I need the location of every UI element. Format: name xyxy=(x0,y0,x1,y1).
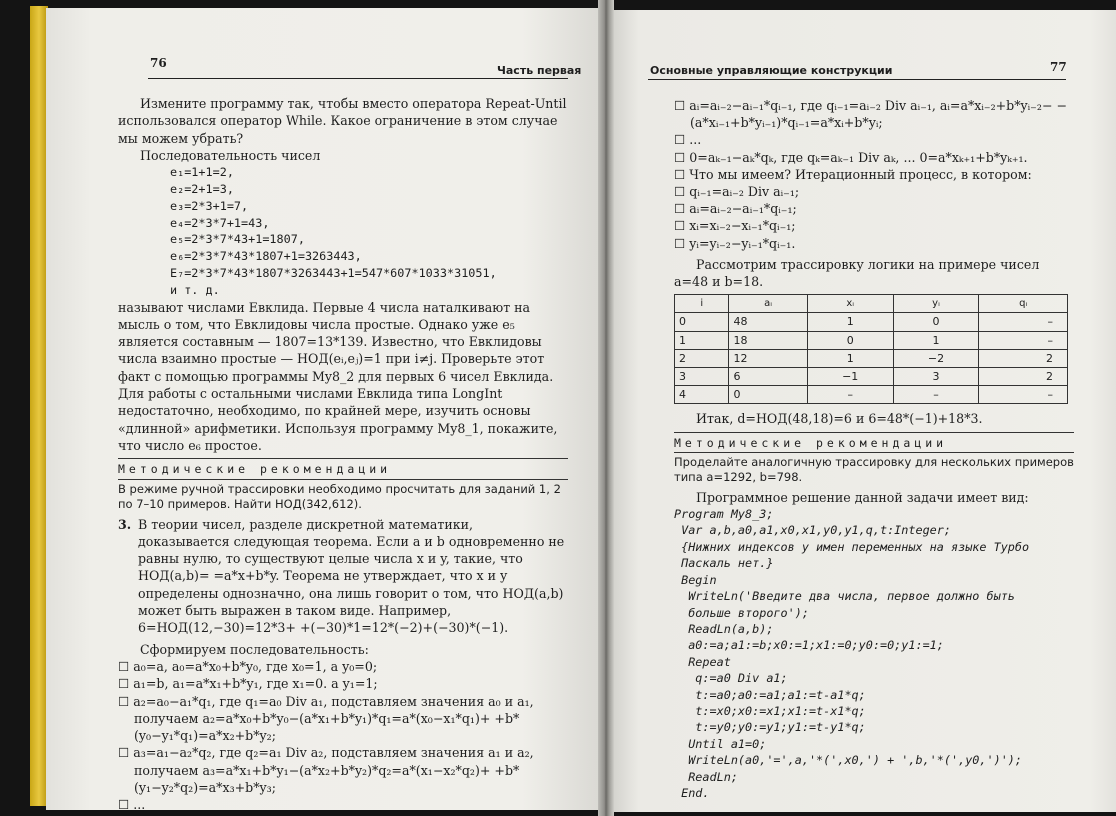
solution-intro: Программное решение данной задачи имеет вид: xyxy=(696,489,1029,505)
table-row xyxy=(675,368,1068,386)
table-row xyxy=(675,313,1068,331)
list-item: ☐ qᵢ₋₁=aᵢ₋₂ Div aᵢ₋₁; xyxy=(674,183,1074,200)
table-cell: 0 xyxy=(893,313,979,331)
sequence-line: и т. д. xyxy=(170,282,220,297)
code-line: a0:=a;a1:=b;x0:=1;x1:=0;y0:=0;y1:=1; xyxy=(674,638,944,653)
table-cell: 1 xyxy=(807,349,893,367)
list-item: ☐ ... xyxy=(674,131,1074,148)
table-cell: 18 xyxy=(729,331,807,349)
code-line: Program My8_3; xyxy=(674,507,774,522)
list-item: ☐ a₁=b, a₁=a*x₁+b*y₁, где x₁=0. а y₁=1; xyxy=(118,675,568,692)
table-row xyxy=(675,386,1068,404)
list-item: ☐ aᵢ=aᵢ₋₂−aᵢ₋₁*qᵢ₋₁; xyxy=(674,200,1074,217)
method-heading-right: Методические рекомендации xyxy=(674,432,1074,452)
table-cell: 0 xyxy=(675,313,729,331)
trace-intro: Рассмотрим трассировку логики на примере чисел a=48 и b=18. xyxy=(674,256,1040,290)
method-heading-left: Методические рекомендации xyxy=(118,458,568,478)
numbered-item xyxy=(118,516,568,637)
table-cell: 48 xyxy=(729,313,807,331)
table-cell: 1 xyxy=(893,331,979,349)
column-header: i xyxy=(675,295,729,313)
table-cell: −2 xyxy=(893,349,979,367)
book-spine xyxy=(598,0,614,816)
table-cell: 2 xyxy=(979,368,1068,386)
code-line: Паскаль нет.} xyxy=(674,556,774,571)
table-cell: 6 xyxy=(729,368,807,386)
code-line: WriteLn('Введите два числа, первое должно быть xyxy=(674,589,1015,604)
table-cell: 1 xyxy=(807,313,893,331)
list-item: ☐ a₀=a, a₀=a*x₀+b*y₀, где x₀=1, а y₀=0; xyxy=(118,658,568,675)
right-bullet-list xyxy=(674,97,1074,252)
code-line: Repeat xyxy=(674,654,731,669)
list-item: ☐ Что мы имеем? Итерационный процесс, в котором: xyxy=(674,166,1074,183)
table-row xyxy=(675,331,1068,349)
code-line: t:=a0;a0:=a1;a1:=t-a1*q; xyxy=(674,687,866,702)
left-header-rule xyxy=(148,78,568,79)
table-cell: – xyxy=(807,386,893,404)
trace-result: Итак, d=НОД(48,18)=6 и 6=48*(−1)+18*3. xyxy=(696,411,983,427)
list-item: ☐ yᵢ=yᵢ₋₂−yᵢ₋₁*qᵢ₋₁. xyxy=(674,235,1074,252)
table-cell: – xyxy=(979,386,1068,404)
item-text: В теории чисел, разделе дискретной математики, доказывается следующая теорема. Если a и b одновременно не равны нулю, то существуют целые числа x и y, такие, что НОД(a,b)= =a*x+b*y. Теорема не утверждает, что x и y определены однозначно, она лишь говорит о том, что НОД(a,b) может быть выражен в таком виде. Например, 6=НОД(12,−30)=12*3+ +(−30)*1=12*(−2)+(−30)*(−1). xyxy=(138,516,565,636)
left-bullet-list xyxy=(118,658,568,814)
table-cell: 3 xyxy=(893,368,979,386)
sequence-line: e₁=1+1=2, xyxy=(170,165,234,180)
table-header-row xyxy=(675,295,1068,313)
code-line: End. xyxy=(674,785,710,800)
left-page-body xyxy=(118,95,568,814)
method-text-right: Проделайте аналогичную трассировку для нескольких примеров типа a=1292, b=798. xyxy=(674,452,1074,485)
sequence-line: e₆=2*3*7*43*1807+1=3263443, xyxy=(170,249,362,264)
code-line: {Нижних индексов у имен переменных на языке Турбо xyxy=(674,539,1030,554)
right-header-rule xyxy=(648,79,1066,80)
right-page-number: 77 xyxy=(1050,60,1067,74)
list-item: ☐ a₂=a₀−a₁*q₁, где q₁=a₀ Div a₁, подставляем значения a₀ и a₁, получаем a₂=a*x₀+b*y₀−(a*x₁+b*y₁)*q₁=a*(x₀−x₁*q₁)+ +b*(y₀−y₁*q₁)=a*x₂+b*y₂; xyxy=(118,693,568,745)
code-line: q:=a0 Div a1; xyxy=(674,671,788,686)
code-line: Begin xyxy=(674,572,717,587)
euclid-sequence xyxy=(118,164,568,298)
code-line: WriteLn(a0,'=',a,'*(',x0,') + ',b,'*(',y0,')'); xyxy=(674,753,1023,768)
left-running-head: Часть первая xyxy=(497,64,582,77)
sequence-line: e₂=2+1=3, xyxy=(170,181,234,196)
table-cell: – xyxy=(979,331,1068,349)
left-page-number: 76 xyxy=(150,56,167,70)
sequence-line: e₃=2*3+1=7, xyxy=(170,198,249,213)
table-cell: 1 xyxy=(675,331,729,349)
table-cell: 12 xyxy=(729,349,807,367)
method-text-left: В режиме ручной трассировки необходимо просчитать для заданий 1, 2 по 7–10 примеров. Найти НОД(342,612). xyxy=(118,479,568,512)
euclid-paragraph: называют числами Евклида. Первые 4 числа наталкивают на мысль о том, что Евклидовы числа простые. Однако уже e₅ является составным — 1807=13*139. Известно, что Евклидовы числа взаимно простые — НОД(eᵢ,eⱼ)=1 при i≠j. Проверьте этот факт с помощью программы My8_2 для первых 6 чисел Евклида. Для работы с остальными числами Евклида типа LongInt недостаточно, необходимо, по крайней мере, изучить основы «длинной» арифметики. Используя программу My8_1, покажите, что число e₆ простое. xyxy=(118,299,558,453)
code-line: t:=y0;y0:=y1;y1:=t-y1*q; xyxy=(674,720,866,735)
list-item: ☐ a₃=a₁−a₂*q₂, где q₂=a₁ Div a₂, подставляем значения a₁ и a₂, получаем a₃=a*x₁+b*y₁−(a*x₂+b*y₂)*q₂=a*(x₁−x₂*q₂)+ +b*(y₁−y₂*q₂)=a*x₃+b*y₃; xyxy=(118,744,568,796)
column-header: yᵢ xyxy=(893,295,979,313)
sequence-line: e₅=2*3*7*43+1=1807, xyxy=(170,232,305,247)
column-header: xᵢ xyxy=(807,295,893,313)
sequence-line: E₇=2*3*7*43*1807*3263443+1=547*607*1033*31051, xyxy=(170,265,497,280)
table-cell: 2 xyxy=(675,349,729,367)
right-page-body xyxy=(674,97,1074,801)
code-line: больше второго'); xyxy=(674,605,809,620)
list-item: ☐ 0=aₖ₋₁−aₖ*qₖ, где qₖ=aₖ₋₁ Div aₖ, ... 0=a*xₖ₊₁+b*yₖ₊₁. xyxy=(674,149,1074,166)
code-line: ReadLn(a,b); xyxy=(674,621,774,636)
intro-paragraph: Измените программу так, чтобы вместо оператора Repeat-Until использовался оператор While. Какое ограничение в этом случае мы можем убрать? xyxy=(118,96,567,146)
table-cell: 0 xyxy=(729,386,807,404)
right-running-head: Основные управляющие конструкции xyxy=(650,64,893,77)
table-cell: −1 xyxy=(807,368,893,386)
list-item: ☐ ... xyxy=(118,796,568,813)
code-line: ReadLn; xyxy=(674,769,738,784)
code-line: Var a,b,a0,a1,x0,x1,y0,y1,q,t:Integer; xyxy=(674,523,951,538)
code-listing xyxy=(674,506,1074,801)
sequence-line: e₄=2*3*7+1=43, xyxy=(170,215,270,230)
table-cell: 0 xyxy=(807,331,893,349)
list-item: ☐ aᵢ=aᵢ₋₂−aᵢ₋₁*qᵢ₋₁, где qᵢ₋₁=aᵢ₋₂ Div aᵢ₋₁, aᵢ=a*xᵢ₋₂+b*yᵢ₋₂− −(a*xᵢ₋₁+b*yᵢ₋₁)*qᵢ₋₁=a*xᵢ+b*yᵢ; xyxy=(674,97,1074,131)
code-line: Until a1=0; xyxy=(674,736,767,751)
table-cell: – xyxy=(893,386,979,404)
table-cell: 3 xyxy=(675,368,729,386)
list-item: ☐ xᵢ=xᵢ₋₂−xᵢ₋₁*qᵢ₋₁; xyxy=(674,217,1074,234)
column-header: qᵢ xyxy=(979,295,1068,313)
trace-table xyxy=(674,294,1068,404)
form-sequence: Сформируем последовательность: xyxy=(140,641,369,657)
sequence-title: Последовательность чисел xyxy=(140,147,321,163)
table-cell: 2 xyxy=(979,349,1068,367)
table-cell: 4 xyxy=(675,386,729,404)
item-number: 3. xyxy=(118,516,132,532)
table-cell: – xyxy=(979,313,1068,331)
code-line: t:=x0;x0:=x1;x1:=t-x1*q; xyxy=(674,703,866,718)
column-header: aᵢ xyxy=(729,295,807,313)
table-row xyxy=(675,349,1068,367)
